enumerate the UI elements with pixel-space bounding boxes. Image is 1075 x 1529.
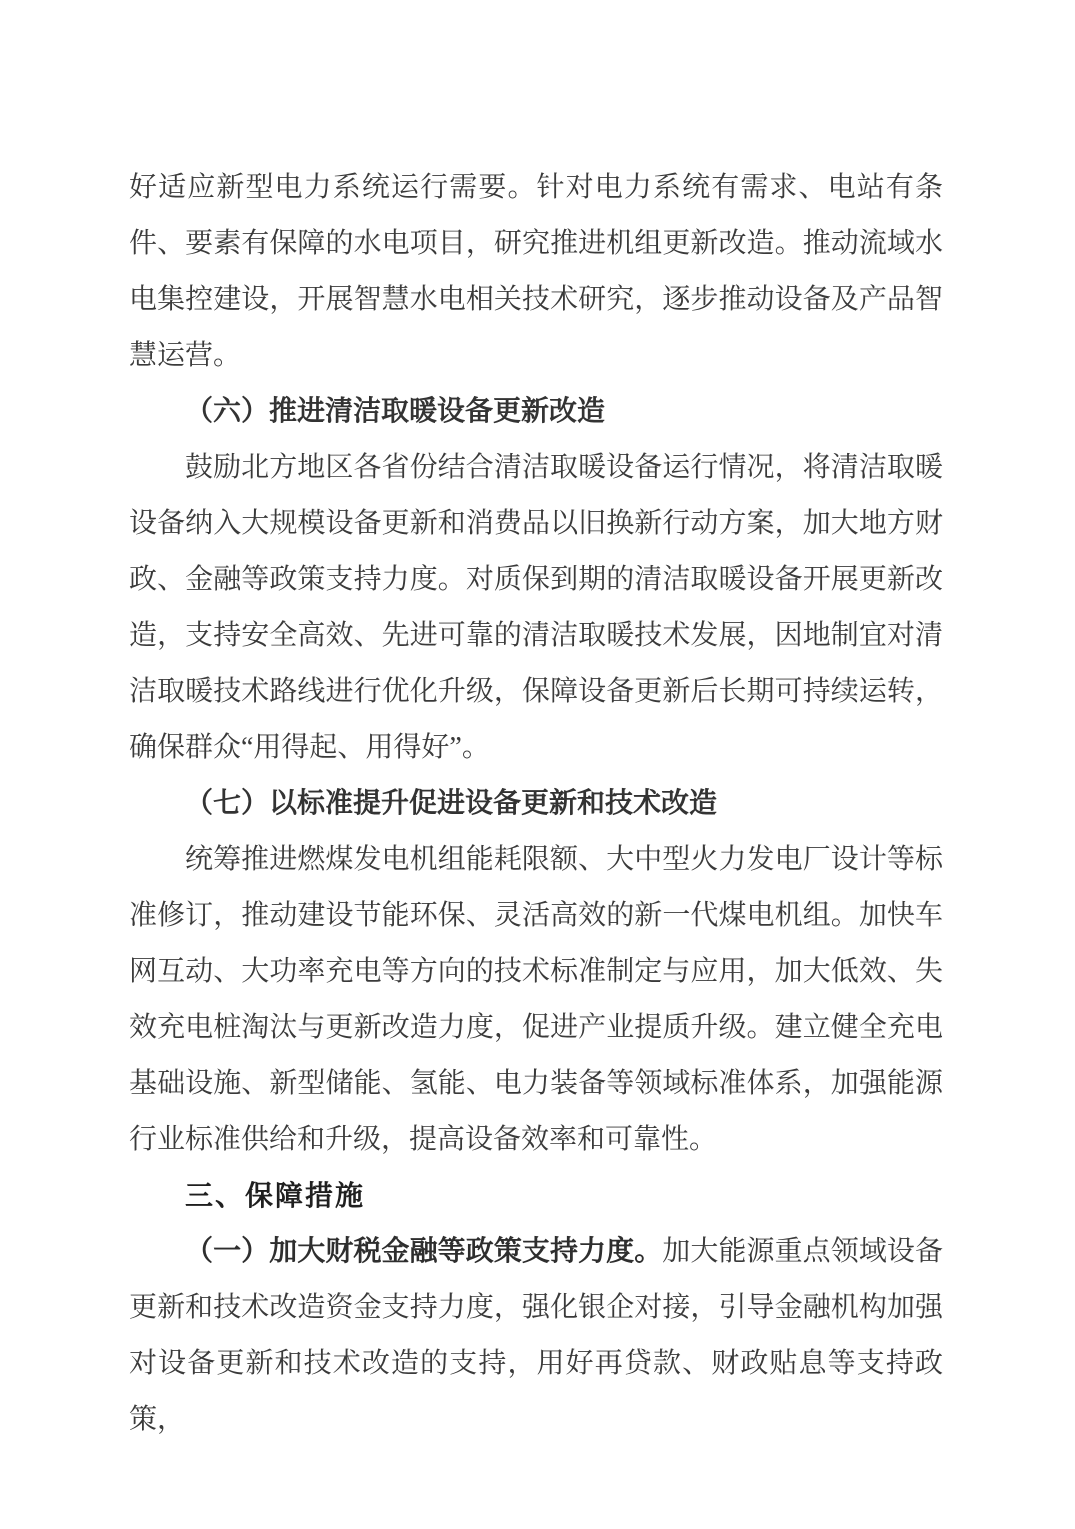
paragraph-hydropower-continuation: 好适应新型电力系统运行需要。针对电力系统有需求、电站有条件、要素有保障的水电项目，研究推进机组更新改造。推动流域水电集控建设，开展智慧水电相关技术研究，逐步推动设备及产品智慧运营。 xyxy=(129,172,943,371)
paragraph-clean-heating: 鼓励北方地区各省份结合清洁取暖设备运行情况，将清洁取暖设备纳入大规模设备更新和消费品以旧换新行动方案，加大地方财政、金融等政策支持力度。对质保到期的清洁取暖设备开展更新改造，支持安全高效、先进可靠的清洁取暖技术发展，因地制宜对清洁取暖技术路线进行优化升级，保障设备更新后长期可持续运转，确保群众“用得起、用得好”。 xyxy=(129,452,943,763)
paragraph-body-text: 加大能源重点领域设备更新和技术改造资金支持力度，强化银企对接，引导金融机构加强对设备更新和技术改造的支持，用好再贷款、财政贴息等支持政策， xyxy=(129,1236,943,1435)
document-content xyxy=(129,160,943,1448)
paragraph-lead-phrase: （一）加大财税金融等政策支持力度。 xyxy=(185,1236,663,1267)
paragraph-standards: 统筹推进燃煤发电机组能耗限额、大中型火力发电厂设计等标准修订，推动建设节能环保、灵活高效的新一代煤电机组。加快车网互动、大功率充电等方向的技术标准制定与应用，加大低效、失效充电桩淘汰与更新改造力度，促进产业提质升级。建立健全充电基础设施、新型储能、氢能、电力装备等领域标准体系，加强能源行业标准供给和升级，提高设备效率和可靠性。 xyxy=(129,844,943,1155)
paragraph-fiscal-financial-policy xyxy=(129,1224,943,1448)
heading-section-7-standards: （七）以标准提升促进设备更新和技术改造 xyxy=(185,788,718,819)
heading-chapter-3-safeguards: 三、保障措施 xyxy=(185,1180,366,1211)
heading-section-6-clean-heating: （六）推进清洁取暖设备更新改造 xyxy=(185,396,606,427)
